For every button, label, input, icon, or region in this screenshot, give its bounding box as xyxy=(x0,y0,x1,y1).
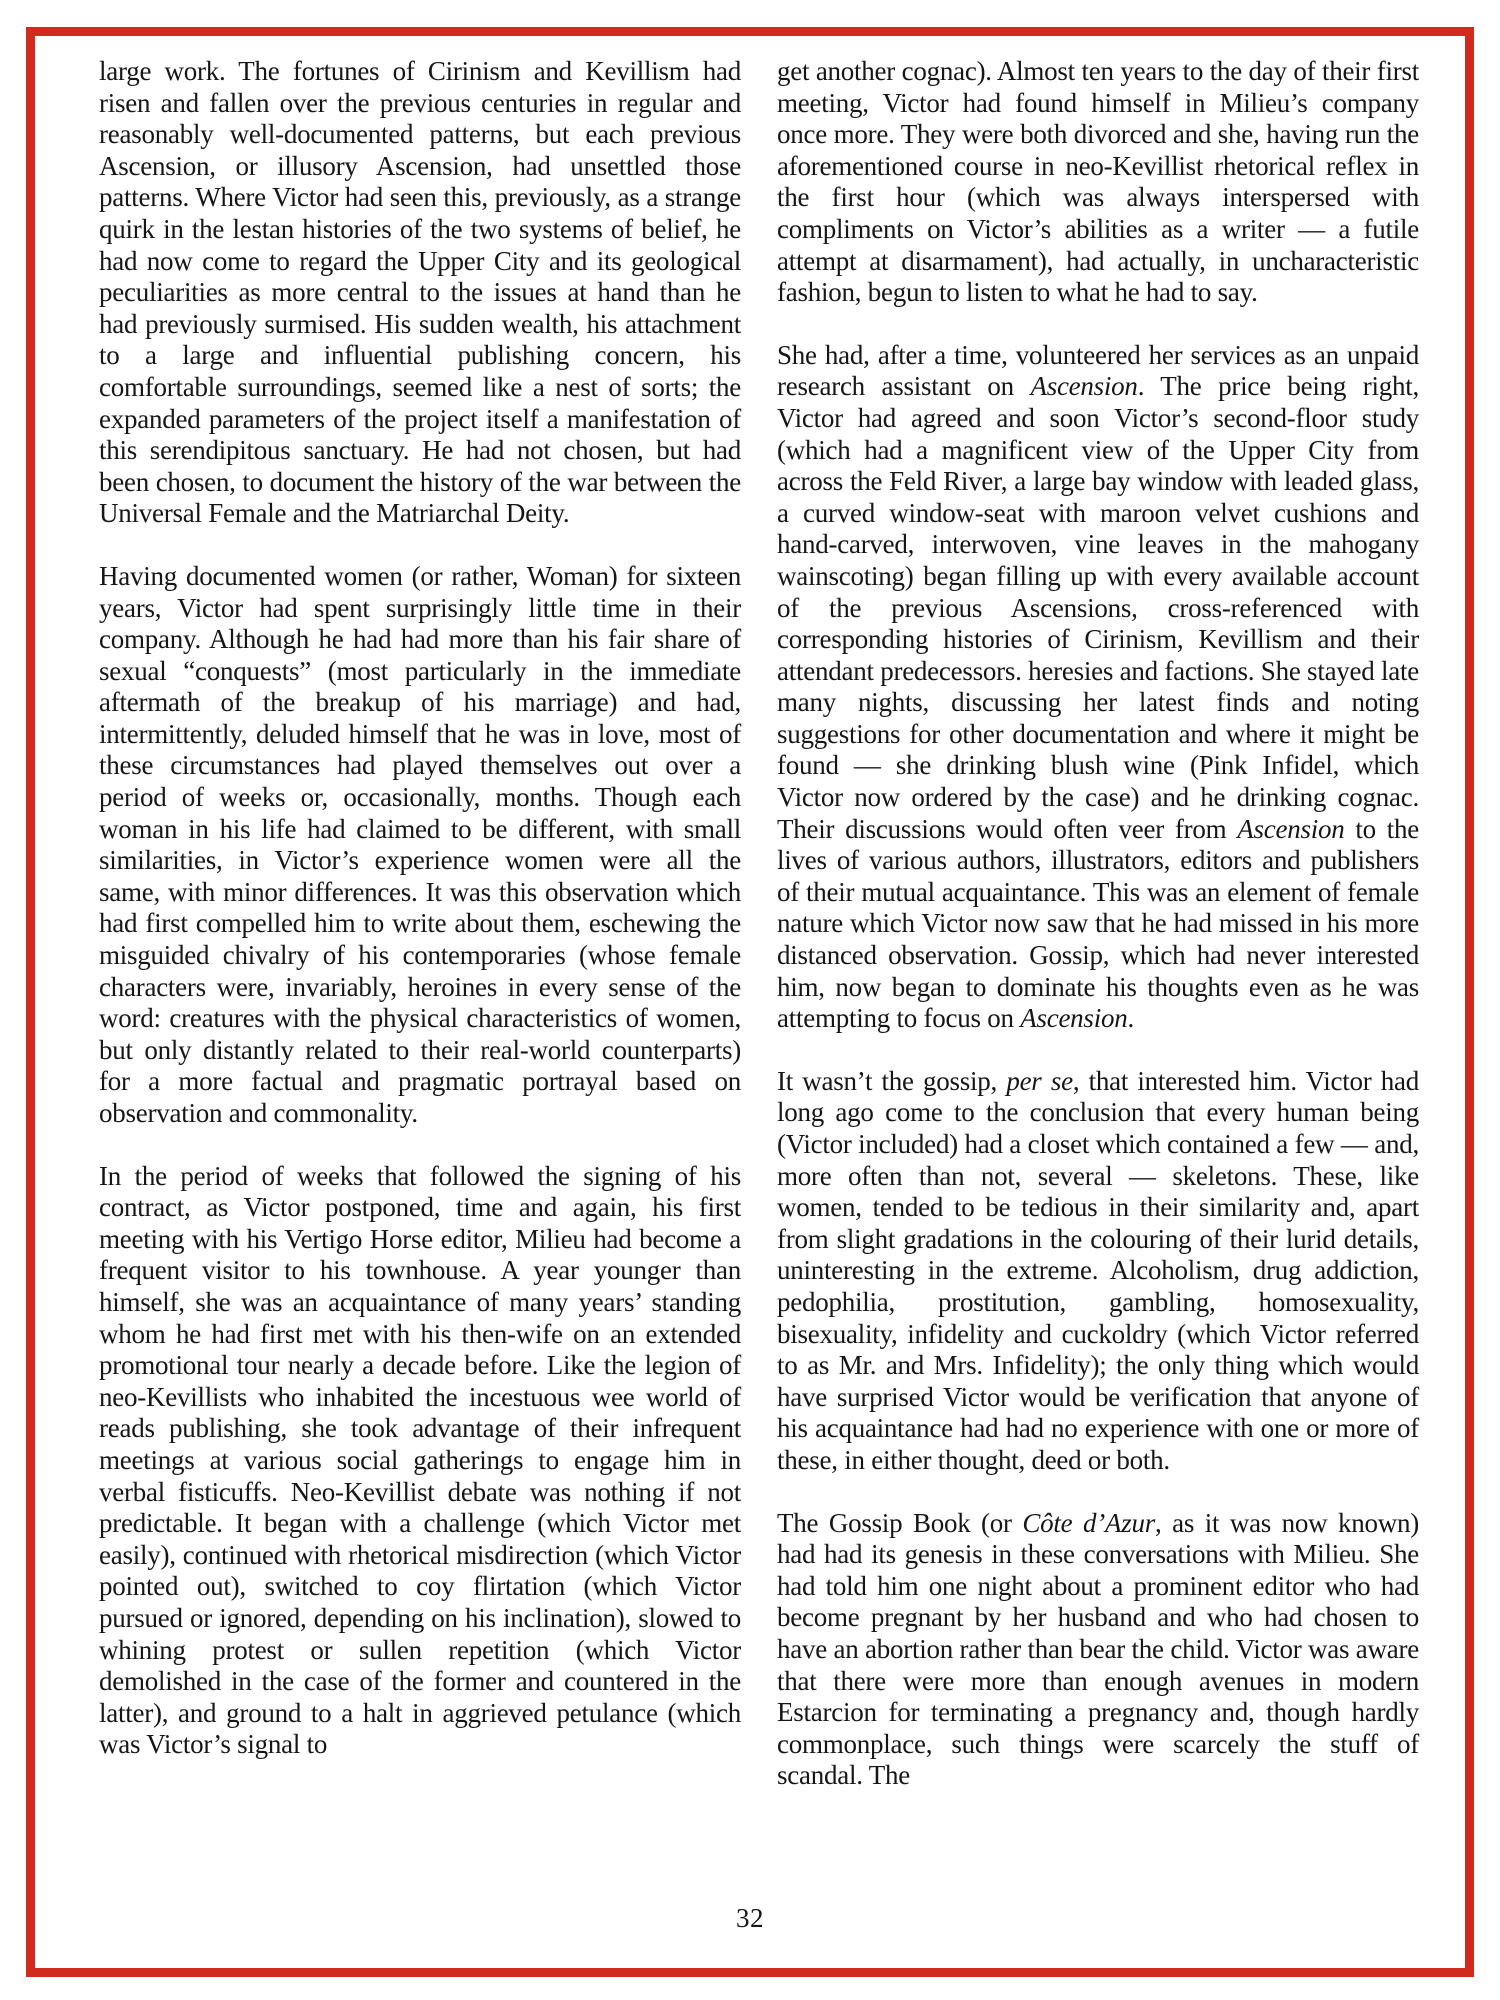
paragraph: It wasn’t the gossip, per se, that interested him. Victor had long ago come to the conclusion that every human being (Victor included) had a closet which contained a few — and, more often than not, several — skeletons. These, like women, tended to be tedious in their similarity and, apart from slight gradations in the colouring of their lurid details, uninteresting in the extreme. Alcoholism, drug addiction, pedophilia, prostitution, gambling, homosexuality, bisexuality, infidelity and cuckoldry (which Victor referred to as Mr. and Mrs. Infidelity); the only thing which would have surprised Victor would be verification that anyone of his acquaintance had had no experience with one or more of these, in either thought, deed or both. xyxy=(777,1065,1419,1475)
italic-title: Ascension xyxy=(1020,1003,1128,1034)
text-column-right xyxy=(777,56,1419,1823)
paragraph: In the period of weeks that followed the signing of his contract, as Victor postponed, time and again, his first meeting with his Vertigo Horse editor, Milieu had become a frequent visitor to his townhouse. A year younger than himself, she was an acquaintance of many years’ standing whom he had first met with his then-wife on an extended promotional tour nearly a decade before. Like the legion of neo-Kevillists who inhabited the incestuous wee world of reads publishing, she took advantage of their infrequent meetings at various social gatherings to engage him in verbal fisticuffs. Neo-Kevillist debate was nothing if not predictable. It began with a challenge (which Victor met easily), continued with rhetorical misdirection (which Victor pointed out), switched to coy flirtation (which Victor pursued or ignored, depending on his inclination), slowed to whining protest or sullen repetition (which Victor demolished in the case of the former and countered in the latter), and ground to a halt in aggrieved petulance (which was Victor’s signal to xyxy=(99,1160,741,1760)
paragraph: large work. The fortunes of Cirinism and Kevillism had risen and fallen over the previous centuries in regular and reasonably well-documented patterns, but each previous Ascension, or illusory Ascension, had unsettled those patterns. Where Victor had seen this, previously, as a strange quirk in the lestan histories of the two systems of belief, he had now come to regard the Upper City and its geological peculiarities as more central to the issues at hand than he had previously surmised. His sudden wealth, his attachment to a large and influential publishing concern, his comfortable surroundings, seemed like a nest of sorts; the expanded parameters of the project itself a manifestation of this serendipitous sanctuary. He had not chosen, but had been chosen, to document the history of the war between the Universal Female and the Matriarchal Deity. xyxy=(99,56,741,529)
paragraph: The Gossip Book (or Côte d’Azur, as it was now known) had had its genesis in these conversations with Milieu. She had told him one night about a prominent editor who had become pregnant by her husband and who had chosen to have an abortion rather than bear the child. Victor was aware that there were more than enough avenues in modern Estarcion for terminating a pregnancy and, though hardly commonplace, such things were scarcely the stuff of scandal. The xyxy=(777,1507,1420,1791)
paragraph: get another cognac). Almost ten years to the day of their first meeting, Victor had found himself in Milieu’s company once more. They were both divorced and she, having run the aforementioned course in neo-Kevillist rhetorical reflex in the first hour (which was always interspersed with compliments on Victor’s abilities as a writer — a futile attempt at disarmament), had actually, in uncharacteristic fashion, begun to listen to what he had to say. xyxy=(777,56,1419,308)
page-number: 32 xyxy=(736,1903,764,1933)
italic-title: Côte d’Azur xyxy=(1022,1507,1156,1538)
paragraph: She had, after a time, volunteered her services as an unpaid research assistant on Ascension. The price being right, Victor had agreed and soon Victor’s second-floor study (which had a magnificent view of the Upper City from across the Feld River, a large bay window with leaded glass, a curved window-seat with maroon velvet cushions and hand-carved, interwoven, vine leaves in the mahogany wainscoting) began filling up with every available account of the previous Ascensions, cross-referenced with corresponding histories of Cirinism, Kevillism and their attendant predecessors. heresies and factions. She stayed late many nights, discussing her latest finds and noting suggestions for other documentation and where it might be found — she drinking blush wine (Pink Infidel, which Victor now ordered by the case) and he drinking cognac. Their discussions would often veer from Ascension to the lives of various authors, illustrators, editors and publishers of their mutual acquaintance. This was an element of female nature which Victor now saw that he had missed in his more distanced observation. Gossip, which had never interested him, now began to dominate his thoughts even as he was attempting to focus on Ascension. xyxy=(777,339,1420,1034)
italic-title: Ascension xyxy=(1030,371,1138,402)
text-column-left xyxy=(99,56,741,1792)
italic-title: per se xyxy=(1006,1065,1073,1096)
paragraph: Having documented women (or rather, Woman) for sixteen years, Victor had spent surprisingly little time in their company. Although he had had more than his fair share of sexual “conquests” (most particularly in the immediate aftermath of the breakup of his marriage) and had, intermittently, deluded himself that he was in love, most of these circumstances had played themselves out over a period of weeks or, occasionally, months. Though each woman in his life had claimed to be different, with small similarities, in Victor’s experience women were all the same, with minor differences. It was this observation which had first compelled him to write about them, eschewing the misguided chivalry of his contemporaries (whose female characters were, invariably, heroines in every sense of the word: creatures with the physical characteristics of women, but only distantly related to their real-world counterparts) for a more factual and pragmatic portrayal based on observation and commonality. xyxy=(99,560,741,1128)
italic-title: Ascension xyxy=(1237,813,1345,844)
